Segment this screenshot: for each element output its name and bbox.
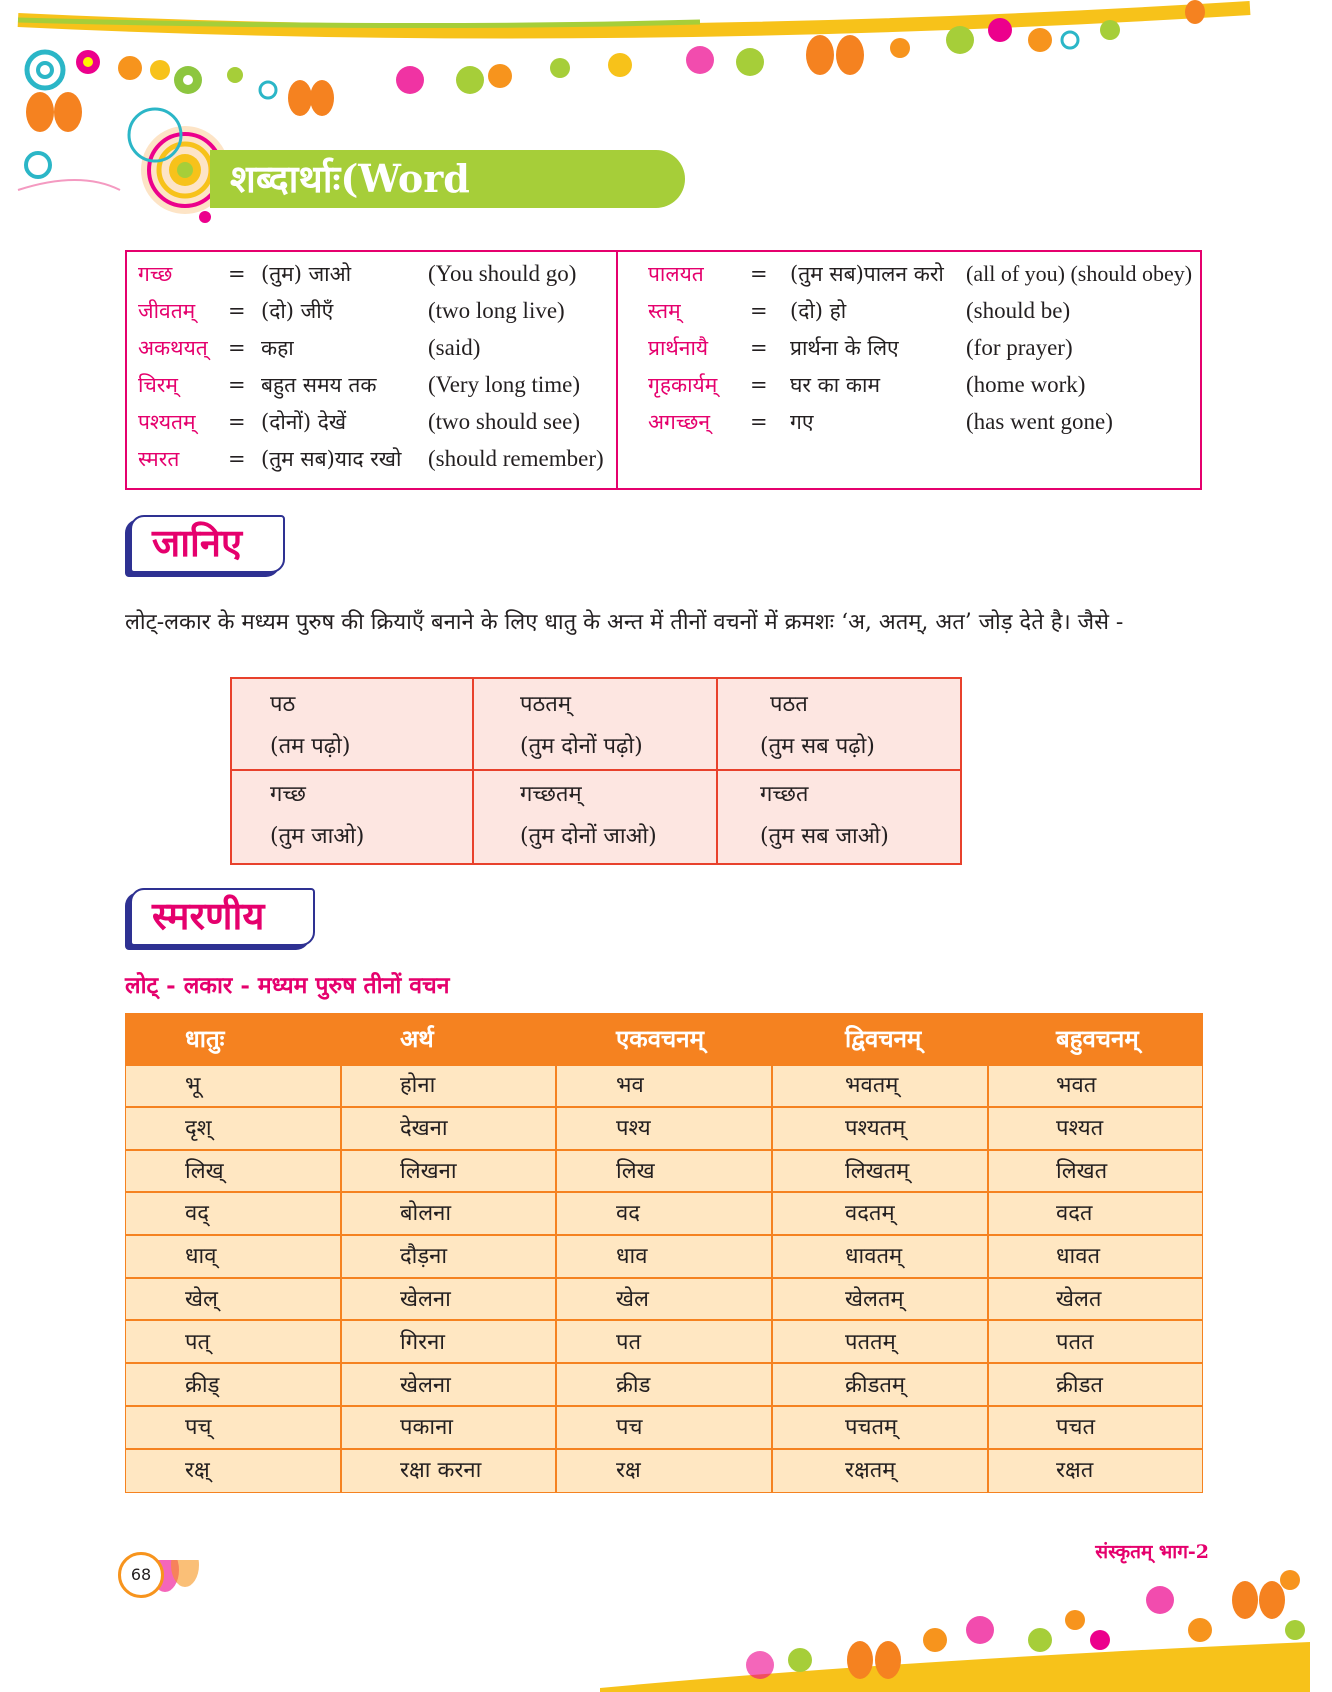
example-meaning: (तुम सब पढ़ो) [760, 734, 875, 759]
table-cell: वद् [185, 1201, 209, 1226]
column-header: एकवचनम् [616, 1024, 704, 1053]
table-cell: रक्षा करना [400, 1458, 482, 1483]
know-heading: जानिए [130, 515, 285, 573]
example-meaning: (तुम दोनों जाओ) [520, 824, 657, 849]
table-cell: दृश् [185, 1116, 212, 1141]
word-meanings-divider [616, 250, 618, 490]
table-cell: गिरना [400, 1330, 445, 1355]
table-cell: पततम् [845, 1330, 896, 1355]
example-meaning: (तुम सब जाओ) [760, 824, 889, 849]
table-cell: पच [616, 1415, 643, 1440]
book-title: संस्कृतम् भाग-2 [1095, 1541, 1209, 1563]
table-cell: पच् [185, 1415, 212, 1440]
example-meaning: (तम पढ़ो) [270, 734, 351, 759]
table-cell: भवत [1056, 1073, 1097, 1098]
table-cell: पश्यत [1056, 1116, 1104, 1141]
table-cell: बोलना [400, 1201, 452, 1226]
word-meanings-title: शब्दार्थाः(Word meanings) [210, 150, 685, 208]
table-cell: धावत [1056, 1244, 1101, 1269]
table-cell: खेलत [1056, 1287, 1102, 1312]
table-cell: पश्य [616, 1116, 651, 1141]
example-meaning: (तुम जाओ) [270, 824, 365, 849]
table-cell: लिखना [400, 1159, 457, 1184]
table-cell: धाव [616, 1244, 648, 1269]
table-cell: लिखत [1056, 1159, 1108, 1184]
hindi-meaning: (तुम) जाओ [261, 262, 352, 286]
example-word: पठतम् [520, 692, 571, 717]
footer-decoration [0, 1560, 1332, 1692]
column-header: धातुः [185, 1024, 225, 1053]
example-word: गच्छत [760, 782, 809, 807]
table-cell: वदतम् [845, 1201, 895, 1226]
table-cell: वद [616, 1201, 640, 1226]
table-cell: वदत [1056, 1201, 1093, 1226]
page-number: 68 [118, 1552, 164, 1598]
table-cell: भू [185, 1073, 201, 1098]
table-cell: दौड़ना [400, 1244, 448, 1269]
table-cell: पचतम् [845, 1415, 898, 1440]
example-word: पठ [270, 692, 296, 717]
table-cell: पत [616, 1330, 642, 1355]
table-cell: रक्षतम् [845, 1458, 896, 1483]
table-cell: देखना [400, 1116, 448, 1141]
know-paragraph: लोट्-लकार के मध्यम पुरुष की क्रियाएँ बनाने के लिए धातु के अन्त में तीनों वचनों में क्रमशः ‘अ, अतम्, अत’ जोड़ देते है। जैसे - [125, 610, 1124, 635]
table-cell: क्रीडतम् [845, 1373, 906, 1398]
table-cell: खेल [616, 1287, 649, 1312]
table-cell: रक्ष् [185, 1458, 210, 1483]
table-cell: रक्ष [616, 1458, 641, 1483]
table-cell: खेलतम् [845, 1287, 904, 1312]
table-cell: पकाना [400, 1415, 453, 1440]
table-cell: लिखतम् [845, 1159, 910, 1184]
column-header: अर्थ [400, 1024, 434, 1053]
table-cell: भवतम् [845, 1073, 899, 1098]
table-cell: पतत [1056, 1330, 1094, 1355]
table-cell: पचत [1056, 1415, 1096, 1440]
example-word: गच्छ [270, 782, 306, 807]
example-word: गच्छतम् [520, 782, 582, 807]
table-cell: खेलना [400, 1373, 451, 1398]
conjugation-table [125, 1065, 1203, 1493]
table-cell: पश्यतम् [845, 1116, 906, 1141]
table-cell: क्रीडत [1056, 1373, 1103, 1398]
memorable-subheading: लोट् - लकार - मध्यम पुरुष तीनों वचन [125, 972, 450, 999]
column-header: द्विवचनम् [845, 1024, 922, 1053]
table-cell: खेलना [400, 1287, 451, 1312]
table-cell: लिख् [185, 1159, 224, 1184]
table-cell: क्रीड् [185, 1373, 220, 1398]
example-meaning: (तुम दोनों पढ़ो) [520, 734, 643, 759]
memorable-heading: स्मरणीय [130, 888, 315, 946]
table-cell: धावतम् [845, 1244, 903, 1269]
table-cell: रक्षत [1056, 1458, 1094, 1483]
table-cell: भव [616, 1073, 644, 1098]
table-cell: क्रीड [616, 1373, 651, 1398]
english-meaning: (You should go) [428, 261, 577, 286]
word: गच्छ [138, 262, 173, 286]
table-cell: लिख [616, 1159, 655, 1184]
table-cell: होना [400, 1073, 436, 1098]
table-cell: पत् [185, 1330, 211, 1355]
table-cell: खेल् [185, 1287, 218, 1312]
example-word: पठत [770, 692, 808, 717]
table-cell: धाव् [185, 1244, 217, 1269]
column-header: बहुवचनम् [1056, 1024, 1139, 1053]
